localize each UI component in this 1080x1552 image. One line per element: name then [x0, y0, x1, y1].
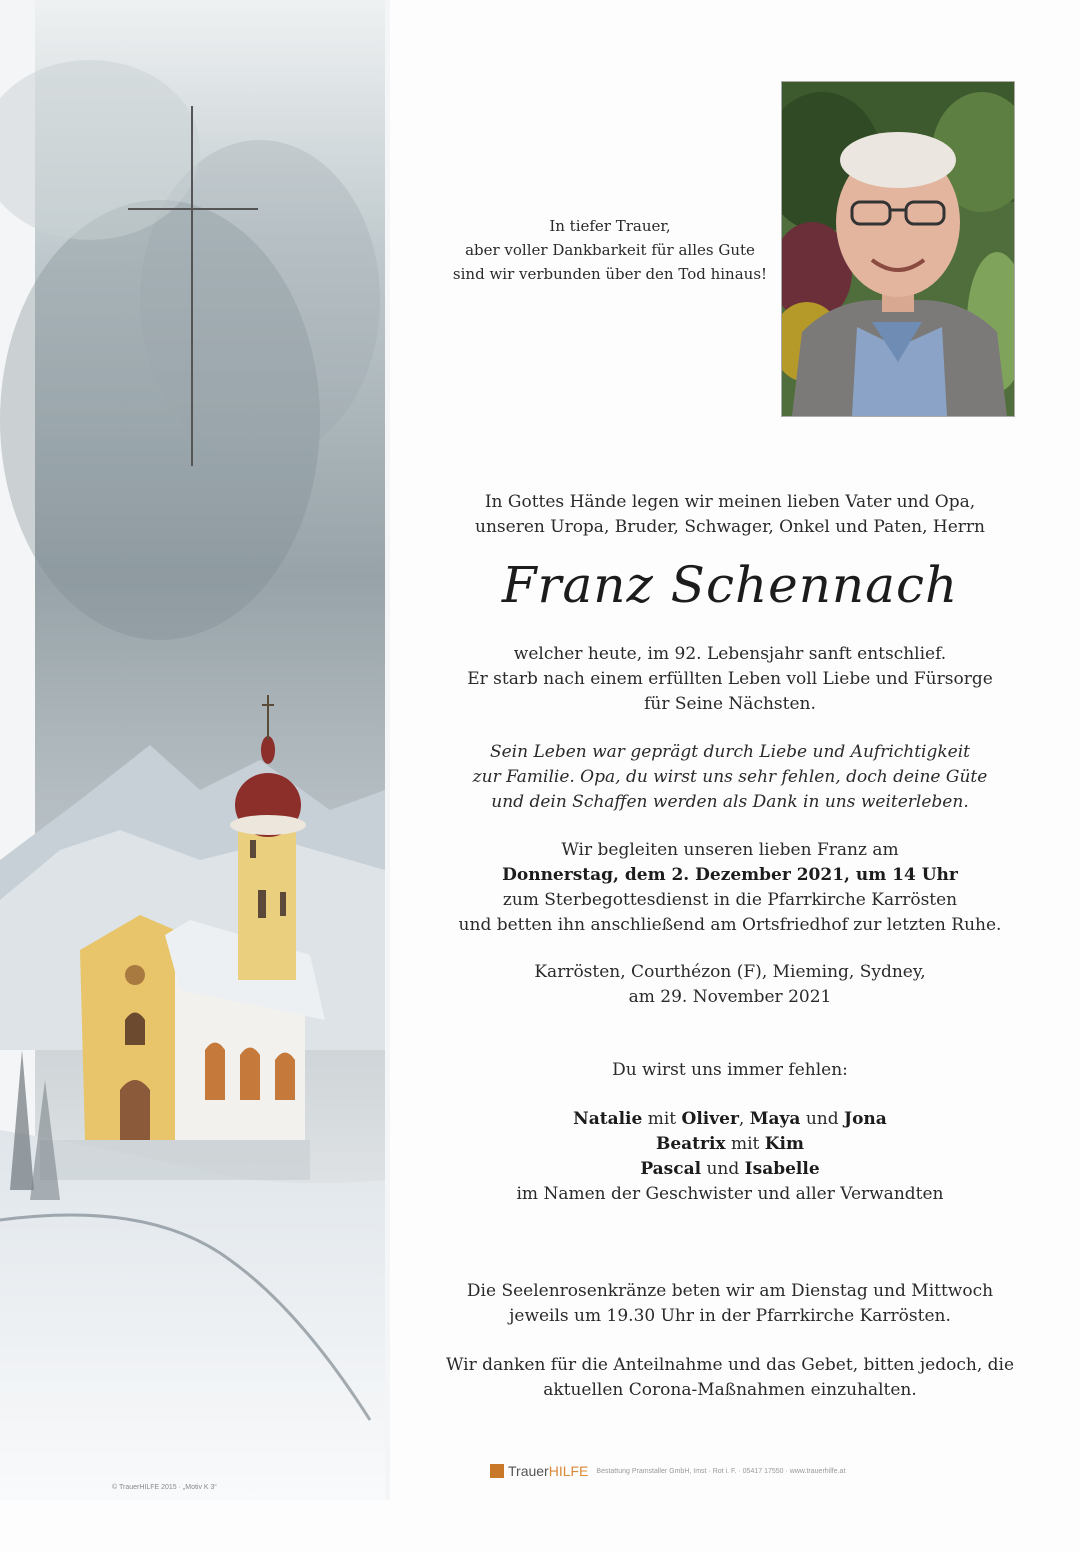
family-line	[430, 1107, 1030, 1132]
death-line: welcher heute, im 92. Lebensjahr sanft entschlief.	[513, 644, 947, 664]
family-line	[430, 1157, 1030, 1182]
family-line	[430, 1132, 1030, 1157]
funeral-date-text: Donnerstag, dem 2. Dezember 2021, um 14 Uhr	[502, 865, 958, 885]
family-name: Oliver	[681, 1109, 739, 1129]
family-connector: und	[800, 1109, 845, 1129]
family-name: Isabelle	[744, 1159, 820, 1179]
brand-word-b: HILFE	[548, 1463, 589, 1479]
thanks-line: Wir danken für die Anteilnahme und das Gebet, bitten jedoch, die	[445, 1355, 1015, 1375]
family-connector: mit	[725, 1134, 765, 1154]
cross-vertical-bar	[191, 106, 193, 466]
family-name: Jona	[844, 1109, 887, 1129]
cross-horizontal-bar	[128, 208, 258, 210]
family-list	[430, 1107, 1030, 1207]
thanks-line: aktuellen Corona-Maßnahmen einzuhalten.	[543, 1380, 917, 1400]
copyright-note: © TrauerHILFE 2015 · „Motiv K 3“	[112, 1484, 217, 1491]
brand-logo-icon	[490, 1464, 504, 1478]
family-connector: und	[701, 1159, 745, 1179]
family-name: Kim	[764, 1134, 805, 1154]
tribute-line: zur Familie. Opa, du wirst uns sehr fehlen, doch deine Güte	[472, 767, 988, 787]
announcement-line: In Gottes Hände legen wir meinen lieben Vater und Opa,	[484, 492, 976, 512]
intro-line: aber voller Dankbarkeit für alles Gute	[465, 241, 755, 259]
announcement-line: unseren Uropa, Bruder, Schwager, Onkel und Paten, Herrn	[475, 517, 985, 537]
missing-line: Du wirst uns immer fehlen:	[612, 1060, 848, 1080]
family-line: im Namen der Geschwister und aller Verwandten	[516, 1184, 944, 1204]
funeral-details	[430, 838, 1030, 938]
death-line: Er starb nach einem erfüllten Leben voll Liebe und Fürsorge	[467, 669, 993, 689]
intro-line: sind wir verbunden über den Tod hinaus!	[452, 265, 768, 283]
place-line: Karrösten, Courthézon (F), Mieming, Sydney,	[534, 962, 926, 982]
family-connector: mit	[642, 1109, 682, 1129]
funeral-line: Wir begleiten unseren lieben Franz am	[561, 840, 899, 860]
family-connector: ,	[738, 1109, 750, 1129]
brand-word-a: Trauer	[508, 1463, 549, 1479]
footer-brand	[490, 1463, 845, 1479]
funeral-line: zum Sterbegottesdienst in die Pfarrkirche Karrösten	[502, 890, 958, 910]
intro-line: In tiefer Trauer,	[549, 217, 671, 235]
rosary-notice	[430, 1279, 1030, 1329]
family-name: Pascal	[640, 1159, 702, 1179]
tribute-line: und dein Schaffen werden als Dank in uns weiterleben.	[491, 792, 969, 812]
date-line: am 29. November 2021	[628, 987, 832, 1007]
funeral-date	[430, 863, 1030, 888]
watercolor-church-illustration	[0, 0, 390, 1500]
tribute-line: Sein Leben war geprägt durch Liebe und Aufrichtigkeit	[489, 742, 971, 762]
death-line: für Seine Nächsten.	[644, 694, 816, 714]
portrait-photo	[781, 81, 1015, 417]
intro-text	[420, 214, 800, 286]
family-name: Beatrix	[655, 1134, 726, 1154]
tribute	[430, 740, 1030, 815]
rosary-line: Die Seelenrosenkränze beten wir am Dienstag und Mittwoch	[466, 1281, 994, 1301]
announcement	[430, 490, 1030, 540]
family-name: Maya	[749, 1109, 801, 1129]
brand-wordmark	[508, 1463, 588, 1479]
thanks-notice	[430, 1353, 1030, 1403]
family-name: Natalie	[573, 1109, 643, 1129]
deceased-name: Franz Schennach	[501, 556, 959, 614]
footer-details: Bestattung Pramstaller GmbH, Imst · Rot i. F. · 05417 17550 · www.trauerhilfe.at	[596, 1467, 846, 1475]
funeral-line: und betten ihn anschließend am Ortsfriedhof zur letzten Ruhe.	[458, 915, 1002, 935]
rosary-line: jeweils um 19.30 Uhr in der Pfarrkirche Karrösten.	[509, 1306, 951, 1326]
death-notice	[430, 642, 1030, 717]
place-date	[430, 960, 1030, 1010]
